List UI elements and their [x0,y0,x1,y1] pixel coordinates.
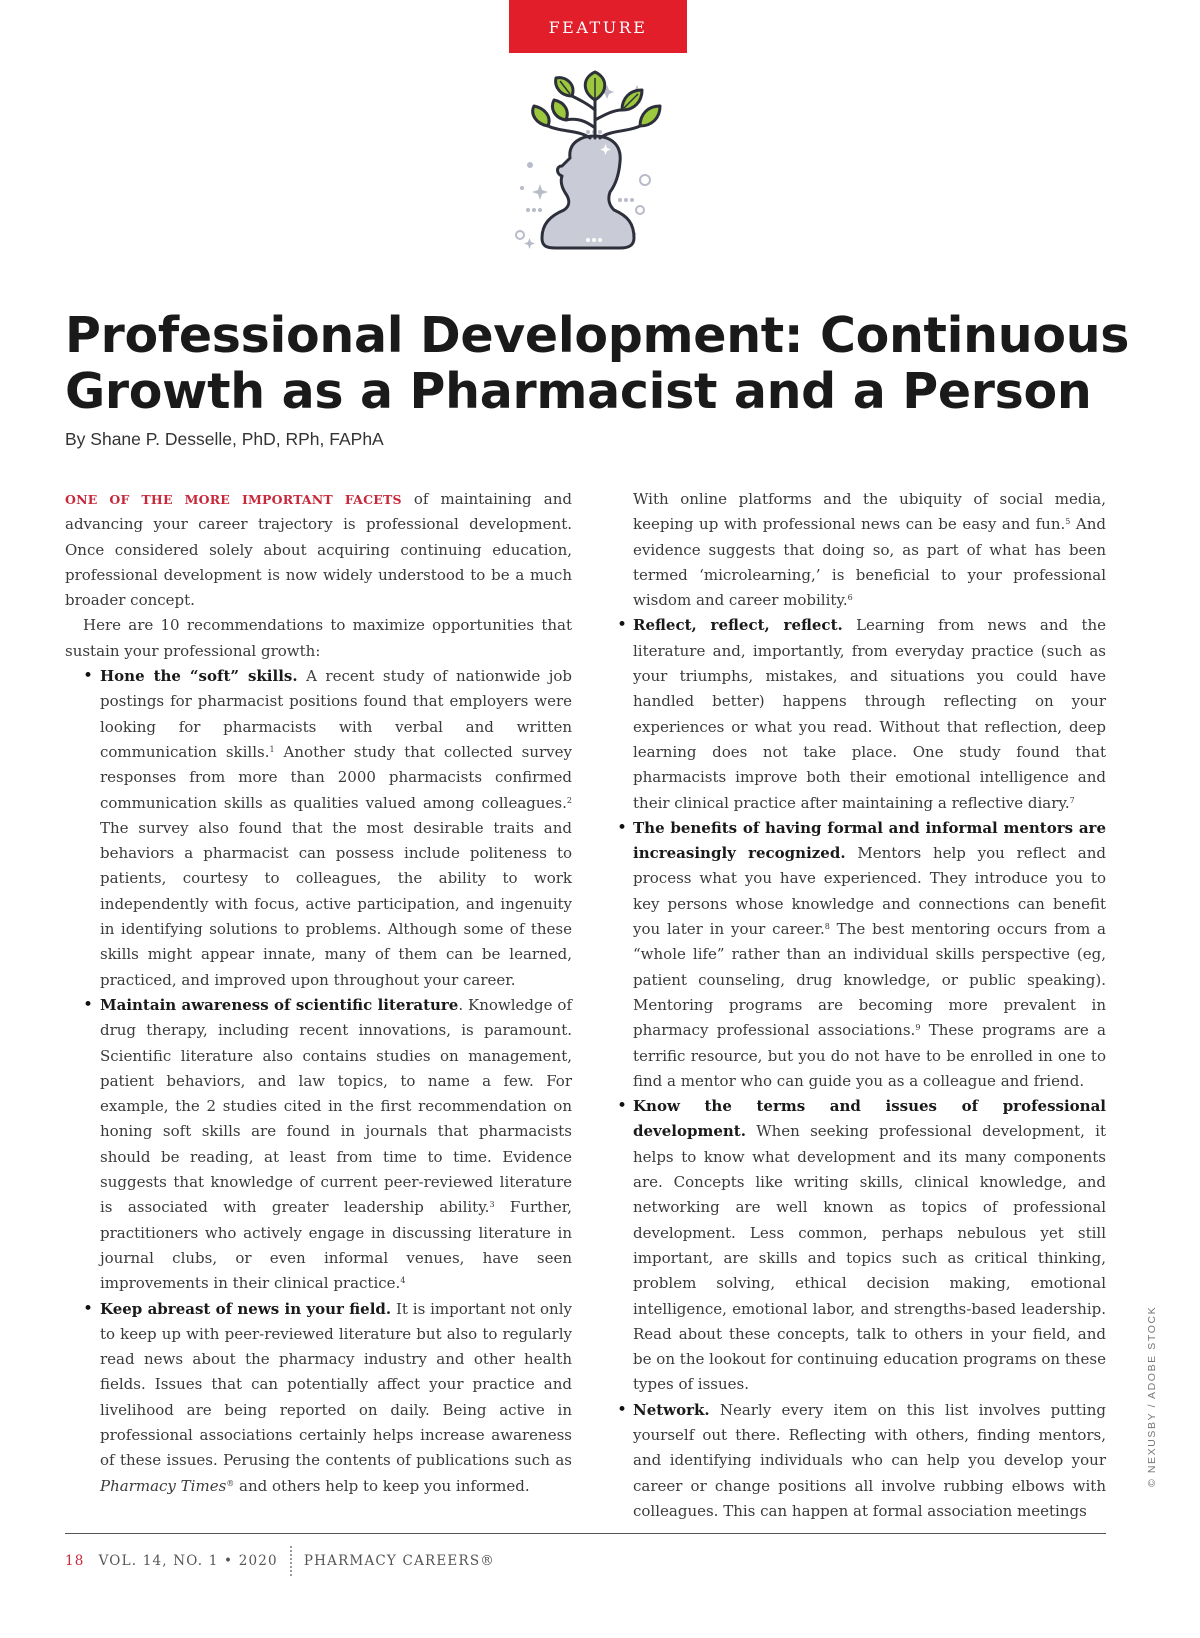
paragraph: Here are 10 recommendations to maximize opportunities that sustain your professional growth: [65,616,572,660]
image-credit: © NEXUSBY / ADOBE STOCK [1146,1305,1158,1487]
recommendation-list [65,664,572,1499]
paragraph: With online platforms and the ubiquity of social media, keeping up with professional news can be easy and fun.$^5$ And evidence suggests that doing so, as part of what has been termed ‘microlearning,’ is beneficial to your professional wisdom and career mobility.$^6$ [633,490,1106,610]
article-title [65,308,1165,420]
head-icon [542,136,634,248]
recommendation-list [633,613,1106,1524]
list-item: • The benefits of having formal and informal mentors are increasingly recognized. Mentors help you reflect and process what you have experienced. They introduce you to key persons whose knowledge and connections can benefit you later in your career.$^8$ The best mentoring occurs from a “whole life” rather than an individual skills perspective (eg, patient counseling, drug knowledge, or public speaking). Mentoring programs are becoming more prevalent in pharmacy professional associations.$^9$ These programs are a terrific resource, but you do not have to be enrolled in one to find a mentor who can guide you as a colleague and friend. [633,816,1106,1094]
left-column [65,487,572,1499]
list-item: • Network. Nearly every item on this list involves putting yourself out there. Reflecting with others, finding mentors, and identifying individuals who can help you develop your career or change positions all involve rubbing elbows with colleagues. This can happen at formal association meetings [633,1398,1106,1524]
footer-divider [65,1533,1106,1534]
title-line-2: Growth as a Pharmacist and a Person [65,363,1092,420]
page-footer [65,1548,495,1574]
list-item: • Keep abreast of news in your field. It is important not only to keep up with peer-reviewed literature but also to regularly read news about the pharmacy industry and other health fields. Issues that can potentially affect your practice and livelihood are being reported on daily. Being active in professional associations certainly helps increase awareness of these issues. Perusing the contents of publications such as Pharmacy Times® and others help to keep you informed. [100,1297,572,1499]
page-number: 18 [65,1553,85,1569]
publication-name: PHARMACY CAREERS® [303,1553,496,1569]
intro-paragraph: ONE OF THE MORE IMPORTANT FACETS of maintaining and advancing your career trajectory is professional development. Once considered solely about acquiring continuing education, professional development is now widely understood to be a much broader concept. [65,490,572,610]
list-item: • Reflect, reflect, reflect. Learning from news and the literature and, importantly, from everyday practice (such as your triumphs, mistakes, and situations you could have handled better) happens through reflecting on your experiences or what you read. Without that reflection, deep learning does not take place. One study found that pharmacists improve both their emotional intelligence and their clinical practice after maintaining a reflective diary.$^7$ [633,613,1106,815]
head-plant-illustration [510,70,680,270]
list-item: • Know the terms and issues of professional development. When seeking professional development, it helps to know what development and its many components are. Concepts like writing skills, clinical knowledge, and networking are well known as topics of professional development. Less common, perhaps nebulous yet still important, are skills and topics such as critical thinking, problem solving, ethical decision making, emotional intelligence, emotional labor, and strengths-based leadership. Read about these concepts, talk to others in your field, and be on the lookout for continuing education programs on these types of issues. [633,1094,1106,1398]
byline: By Shane P. Desselle, PhD, RPh, FAPhA [65,429,384,449]
feature-tag: FEATURE [509,0,687,53]
right-column [633,487,1106,1524]
list-item: • Maintain awareness of scientific literature. Knowledge of drug therapy, including recent innovations, is paramount. Scientific literature also contains studies on management, patient behaviors, and law topics, to name a few. For example, the 2 studies cited in the first recommendation on honing soft skills are found in journals that pharmacists should be reading, at least from time to time. Evidence suggests that knowledge of current peer-reviewed literature is associated with greater leadership ability.$^3$ Further, practitioners who actively engage in discussing literature in journal clubs, or even informal venues, have seen improvements in their clinical practice.$^4$ [100,993,572,1297]
footer-separator [290,1546,292,1576]
lead-in: ONE OF THE MORE IMPORTANT FACETS [65,492,402,507]
list-item: • Hone the “soft” skills. A recent study of nationwide job postings for pharmacist positions found that employers were looking for pharmacists with verbal and written communication skills.$^1$ Another study that collected survey responses from more than 2000 pharmacists confirmed communication skills as qualities valued among colleagues.$^2$ The survey also found that the most desirable traits and behaviors a pharmacist can possess include politeness to patients, courtesy to colleagues, the ability to work independently with focus, active participation, and ingenuity in identifying solutions to problems. Although some of these skills might appear innate, many of them can be learned, practiced, and improved upon throughout your career. [100,664,572,993]
title-line-1: Professional Development: Continuous [65,307,1130,364]
issue-info: VOL. 14, NO. 1 • 2020 [98,1553,278,1569]
